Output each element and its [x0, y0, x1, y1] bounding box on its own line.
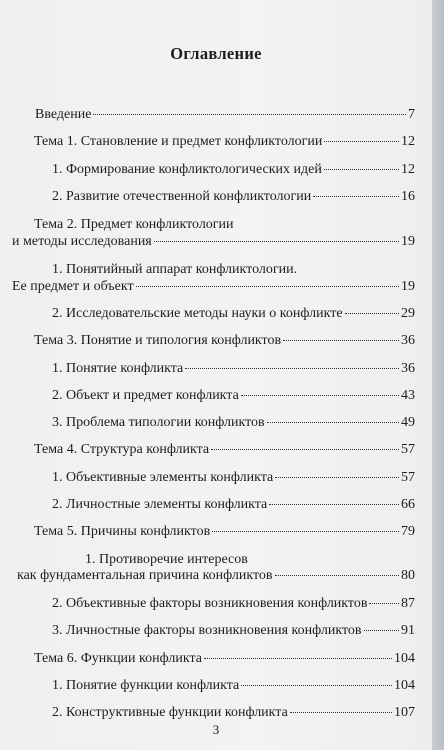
dot-leader — [269, 504, 399, 505]
toc-entry-label: 1. Понятие конфликта — [52, 361, 184, 376]
toc-entry-topic-4-1[interactable] — [52, 470, 415, 486]
dot-leader — [290, 712, 392, 713]
toc-entry-page: 57 — [401, 470, 415, 485]
toc-entry-label: 2. Конструктивные функции конфликта — [52, 705, 288, 720]
toc-entry-label: 2. Объективные факторы возникновения конфликтов — [52, 596, 368, 611]
toc-entry-label: Ее предмет и объект — [12, 279, 134, 294]
toc-entry-topic-3[interactable] — [34, 333, 415, 349]
page-number-footer: 3 — [212, 722, 220, 737]
toc-entry-topic-5-2[interactable] — [52, 596, 415, 612]
toc-entry-label: Тема 5. Причины конфликтов — [34, 524, 211, 539]
toc-entry-topic-2-1-first-line[interactable]: 1. Понятийный аппарат конфликтологии. — [52, 262, 298, 277]
toc-entry-label: 1. Объективные элементы конфликта — [52, 470, 274, 485]
toc-entry-topic-5[interactable] — [34, 524, 415, 540]
toc-entry-topic-2[interactable] — [12, 234, 415, 250]
toc-entry-page: 91 — [401, 623, 415, 638]
toc-entry-topic-1[interactable] — [34, 134, 415, 150]
dot-leader — [185, 368, 399, 369]
dot-leader — [364, 630, 400, 631]
toc-entry-label: Тема 1. Становление и предмет конфликтологии — [34, 134, 323, 149]
toc-entry-page: 12 — [401, 162, 415, 177]
toc-entry-topic-6-2[interactable] — [52, 705, 415, 721]
dot-leader — [204, 658, 392, 659]
toc-entry-page: 16 — [401, 189, 415, 204]
toc-entry-page: 104 — [394, 651, 415, 666]
toc-entry-page: 29 — [401, 306, 415, 321]
toc-entry-label: Тема 3. Понятие и типология конфликтов — [34, 333, 282, 348]
dot-leader — [267, 422, 399, 423]
toc-entry-page: 57 — [401, 442, 415, 457]
toc-entry-page: 80 — [401, 568, 415, 583]
toc-entry-page: 36 — [401, 361, 415, 376]
toc-entry-topic-2-first-line[interactable]: Тема 2. Предмет конфликтологии — [34, 217, 234, 232]
toc-entry-topic-6[interactable] — [34, 651, 415, 667]
toc-entry-topic-5-3[interactable] — [52, 623, 415, 639]
dot-leader — [324, 141, 399, 142]
dot-leader — [93, 114, 406, 115]
dot-leader — [275, 477, 399, 478]
toc-entry-topic-4[interactable] — [34, 442, 415, 458]
toc-entry-page: 36 — [401, 333, 415, 348]
toc-entry-page: 49 — [401, 415, 415, 430]
toc-entry-page: 12 — [401, 134, 415, 149]
dot-leader — [275, 575, 399, 576]
toc-entry-topic-1-2[interactable] — [52, 189, 415, 205]
toc-entry-page: 107 — [394, 705, 415, 720]
toc-entry-topic-5-1[interactable] — [17, 568, 415, 584]
toc-entry-label: как фундаментальная причина конфликтов — [17, 568, 273, 583]
toc-entry-topic-2-1[interactable] — [12, 279, 415, 295]
toc-entry-label: 3. Проблема типологии конфликтов — [52, 415, 265, 430]
dot-leader — [324, 169, 399, 170]
dot-leader — [241, 685, 392, 686]
dot-leader — [154, 241, 399, 242]
toc-entry-label: Тема 4. Структура конфликта — [34, 442, 210, 457]
toc-entry-page: 7 — [408, 107, 415, 122]
dot-leader — [241, 395, 399, 396]
toc-entry-topic-3-1[interactable] — [52, 361, 415, 377]
toc-entry-label: и методы исследования — [12, 234, 152, 249]
toc-entry-topic-2-2[interactable] — [52, 306, 415, 322]
page-title: Оглавление — [170, 44, 262, 63]
dot-leader — [345, 313, 399, 314]
toc-entry-page: 19 — [401, 234, 415, 249]
toc-entry-label: 2. Личностные элементы конфликта — [52, 497, 268, 512]
toc-entry-topic-1-1[interactable] — [52, 162, 415, 178]
dot-leader — [369, 603, 399, 604]
dot-leader — [283, 340, 399, 341]
toc-entry-page: 19 — [401, 279, 415, 294]
toc-entry-topic-4-2[interactable] — [52, 497, 415, 513]
dot-leader — [211, 449, 399, 450]
toc-entry-label: 2. Исследовательские методы науки о конфликте — [52, 306, 343, 321]
toc-entry-topic-3-2[interactable] — [52, 388, 415, 404]
toc-entry-page: 66 — [401, 497, 415, 512]
toc-entry-introduction[interactable] — [35, 107, 415, 123]
toc-entry-label: 2. Развитие отечественной конфликтологии — [52, 189, 312, 204]
toc-entry-page: 104 — [394, 678, 415, 693]
toc-entry-label: Тема 6. Функции конфликта — [34, 651, 202, 666]
page-edge — [432, 0, 444, 750]
toc-entry-page: 79 — [401, 524, 415, 539]
dot-leader — [212, 531, 399, 532]
toc-entry-topic-6-1[interactable] — [52, 678, 415, 694]
toc-entry-page: 43 — [401, 388, 415, 403]
toc-entry-topic-5-1-first-line[interactable]: 1. Противоречие интересов — [85, 552, 248, 567]
toc-entry-label: 2. Объект и предмет конфликта — [52, 388, 239, 403]
dot-leader — [313, 196, 399, 197]
dot-leader — [136, 286, 399, 287]
toc-entry-label: 1. Формирование конфликтологических идей — [52, 162, 322, 177]
toc-entry-label: Введение — [35, 107, 92, 122]
toc-entry-label: 3. Личностные факторы возникновения конфликтов — [52, 623, 362, 638]
toc-entry-label: 1. Понятие функции конфликта — [52, 678, 240, 693]
toc-entry-topic-3-3[interactable] — [52, 415, 415, 431]
toc-entry-page: 87 — [401, 596, 415, 611]
